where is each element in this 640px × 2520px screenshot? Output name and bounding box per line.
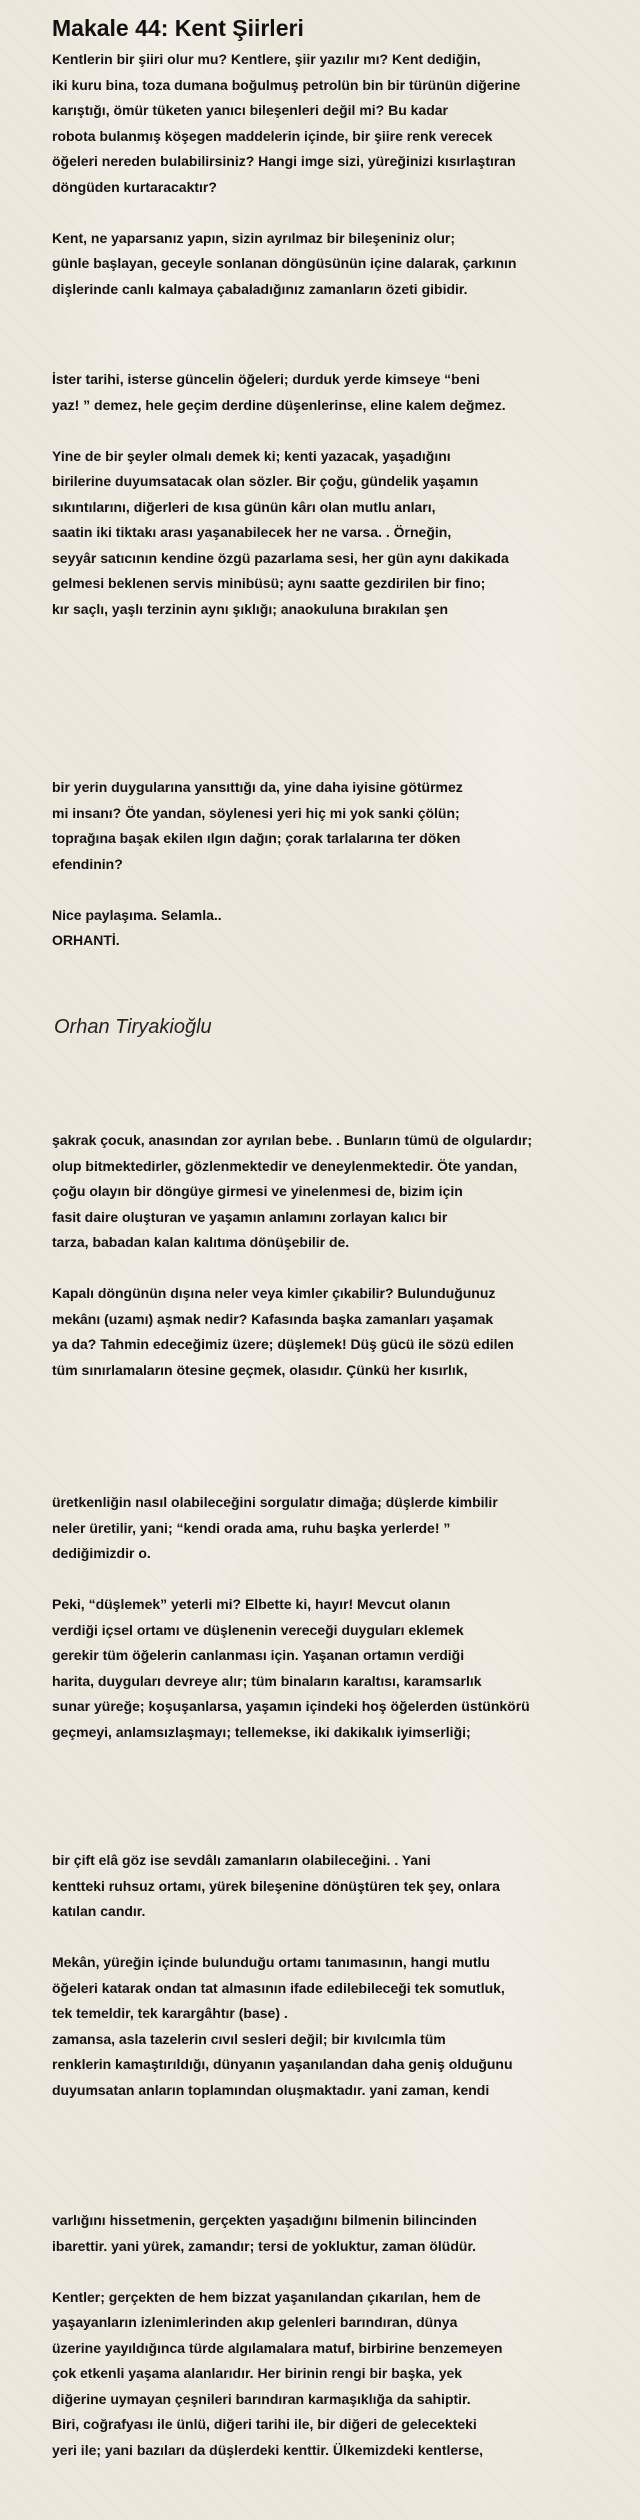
text-block-5 <box>52 1490 632 1745</box>
text-line: tüm sınırlamaların ötesine geçmek, olasıdır. Çünkü her kısırlık, <box>52 1361 468 1378</box>
text-line: gelmesi beklenen servis minibüsü; aynı saatte gezdirilen bir fino; <box>52 575 486 591</box>
text-line: şakrak çocuk, anasından zor ayrılan bebe. . Bunların tümü de olgulardır; <box>52 1132 533 1148</box>
text-line: seyyâr satıcının kendine özgü pazarlama sesi, her gün aynı dakikada <box>52 549 509 566</box>
text-line: birilerine duyumsatacak olan sözler. Bir çoğu, gündelik yaşamın <box>52 473 479 489</box>
text-line: kentteki ruhsuz ortamı, yürek bileşenine dönüştüren tek şey, onlara <box>52 1877 500 1894</box>
text-line: mekânı (uzamı) aşmak nedir? Kafasında başka zamanları yaşamak <box>52 1310 494 1327</box>
text-line: günle başlayan, geceyle sonlanan döngüsünün içine dalarak, çarkının <box>52 255 517 271</box>
text-block-7 <box>52 2208 632 2463</box>
text-line: öğeleri katarak ondan tat almasının ifade edilebileceği tek somutluk, <box>52 1979 505 1996</box>
text-block-1 <box>52 47 632 302</box>
text-line: neler üretilir, yani; “kendi orada ama, ruhu başka yerlerde! ” <box>52 1519 451 1536</box>
text-line: döngüden kurtaracaktır? <box>52 178 217 195</box>
text-block-4 <box>52 1128 632 1383</box>
paragraph-break <box>52 1567 632 1593</box>
text-block-6 <box>52 1848 632 2103</box>
text-line: Kent, ne yaparsanız yapın, sizin ayrılmaz bir bileşeniniz olur; <box>52 229 455 246</box>
paragraph-break <box>52 877 632 903</box>
text-line: İster tarihi, isterse güncelin öğeleri; durduk yerde kimseye “beni <box>52 371 480 387</box>
text-line: diğerine uymayan çeşnileri barındıran karmaşıklığa da sahiptir. <box>52 2390 471 2407</box>
text-line: kır saçlı, yaşlı terzinin aynı şıklığı; anaokuluna bırakılan şen <box>52 600 449 617</box>
text-line: Biri, coğrafyası ile ünlü, diğeri tarihi ile, bir diğeri de gelecekteki <box>52 2416 477 2432</box>
text-line: fasit daire oluşturan ve yaşamın anlamını zorlayan kalıcı bir <box>52 1208 448 1225</box>
text-line: ya da? Tahmin edeceğimiz üzere; düşlemek! Düş gücü ile sözü edilen <box>52 1336 514 1352</box>
text-line: tarza, babadan kalan kalıtıma dönüşebilir de. <box>52 1234 350 1250</box>
text-line: sunar yüreğe; koşuşanlarsa, yaşamın içindeki hoş öğelerden üstünkörü <box>52 1698 530 1714</box>
article-title: Makale 44: Kent Şiirleri <box>52 15 304 41</box>
text-line: katılan candır. <box>52 1903 146 1919</box>
text-line: gerekir tüm öğelerin canlanması için. Yaşanan ortamın verdiği <box>52 1647 465 1663</box>
text-line: saatin iki tiktakı arası yaşanabilecek her ne varsa. . Örneğin, <box>52 524 452 540</box>
text-line: efendinin? <box>52 855 123 872</box>
text-line: bir çift elâ göz ise sevdâlı zamanların olabileceğini. . Yani <box>52 1852 431 1868</box>
paragraph-break <box>52 1256 632 1282</box>
paragraph-break <box>52 2259 632 2285</box>
text-line: Nice paylaşıma. Selamla.. <box>52 906 222 923</box>
text-line: Kentlerin bir şiiri olur mu? Kentlere, şiir yazılır mı? Kent dediğin, <box>52 51 481 67</box>
text-line: iki kuru bina, toza dumana boğulmuş petrolün bin bir türünün diğerine <box>52 76 521 93</box>
text-line: toprağına başak ekilen ılgın dağın; çorak tarlalarına ter döken <box>52 830 461 846</box>
text-line: karıştığı, ömür tüketen yanıcı bileşenleri değil mi? Bu kadar <box>52 102 449 118</box>
text-line: robota bulanmış köşegen maddelerin içinde, bir şiire renk verecek <box>52 127 493 144</box>
text-line: varlığını hissetmenin, gerçekten yaşadığını bilmenin bilincinden <box>52 2212 477 2228</box>
paragraph-break <box>52 200 632 226</box>
text-line: sıkıntılarını, diğerleri de kısa günün kârı olan mutlu anları, <box>52 498 436 515</box>
text-line: Yine de bir şeyler olmalı demek ki; kenti yazacak, yaşadığını <box>52 447 451 464</box>
text-line: tek temeldir, tek karargâhtır (base) . <box>52 2005 288 2021</box>
text-line: verdiği içsel ortamı ve düşlenenin vereceği duyguları eklemek <box>52 1621 464 1638</box>
text-line: yaz! ” demez, hele geçim derdine düşenlerinse, eline kalem değmez. <box>52 396 506 413</box>
text-line: zamansa, asla tazelerin cıvıl sesleri değil; bir kıvılcımla tüm <box>52 2030 446 2047</box>
paragraph-break <box>52 418 632 444</box>
text-line: Kapalı döngünün dışına neler veya kimler çıkabilir? Bulunduğunuz <box>52 1285 496 1301</box>
text-line: olup bitmektedirler, gözlenmektedir ve deneylenmektedir. Öte yandan, <box>52 1157 518 1174</box>
text-line: dişlerinde canlı kalmaya çabaladığınız zamanların özeti gibidir. <box>52 280 468 297</box>
text-line: duyumsatan anların toplamından oluşmaktadır. yani zaman, kendi <box>52 2081 490 2098</box>
text-line: bir yerin duygularına yansıttığı da, yine daha iyisine götürmez <box>52 779 463 795</box>
text-line: öğeleri nereden bulabilirsiniz? Hangi imge sizi, yüreğinizi kısırlaştıran <box>52 153 516 169</box>
text-line: harita, duyguları devreye alır; tüm binaların karaltısı, karamsarlık <box>52 1672 482 1689</box>
text-line: ORHANTİ. <box>52 932 120 948</box>
author-signature: Orhan Tiryakioğlu <box>54 1016 212 1038</box>
text-line: çoğu olayın bir döngüye girmesi ve yinelenmesi de, bizim için <box>52 1183 463 1199</box>
text-line: ibarettir. yani yürek, zamandır; tersi de yokluktur, zaman ölüdür. <box>52 2237 477 2254</box>
text-line: Mekân, yüreğin içinde bulunduğu ortamı tanımasının, hangi mutlu <box>52 1954 490 1970</box>
text-line: yaşayanların izlenimlerinden akıp gelenleri barındıran, dünya <box>52 2314 458 2330</box>
text-block-2 <box>52 367 632 622</box>
text-line: çok etkenli yaşama alanlarıdır. Her birinin rengi bir başka, yek <box>52 2365 463 2381</box>
text-line: üretkenliğin nasıl olabileceğini sorgulatır dimağa; düşlerde kimbilir <box>52 1494 498 1510</box>
text-line: mi insanı? Öte yandan, söylenesi yeri hiç mi yok sanki çölün; <box>52 804 460 821</box>
text-line: Peki, “düşlemek” yeterli mi? Elbette ki, hayır! Mevcut olanın <box>52 1596 451 1612</box>
text-line: Kentler; gerçekten de hem bizzat yaşanılandan çıkarılan, hem de <box>52 2288 481 2305</box>
text-line: renklerin kamaştırıldığı, dünyanın yaşanılandan daha geniş olduğunu <box>52 2056 513 2072</box>
text-line: yeri ile; yani bazıları da düşlerdeki kenttir. Ülkemizdeki kentlerse, <box>52 2441 484 2458</box>
text-line: üzerine yayıldığınca türde algılamalara matuf, birbirine benzemeyen <box>52 2339 503 2356</box>
text-line: geçmeyi, anlamsızlaşmayı; tellemekse, iki dakikalık iyimserliği; <box>52 1723 471 1740</box>
text-line: dediğimizdir o. <box>52 1545 151 1561</box>
text-block-3 <box>52 775 632 954</box>
paragraph-break <box>52 1925 632 1951</box>
